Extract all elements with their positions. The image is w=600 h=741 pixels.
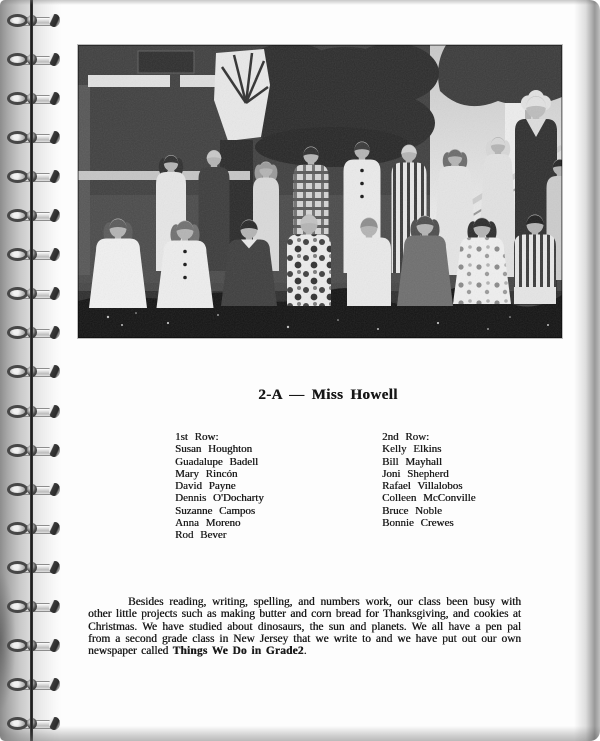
roster-column-2 xyxy=(382,431,476,529)
student-name: Suzanne Campos xyxy=(175,504,256,517)
page-edge-top xyxy=(0,0,600,5)
binding-ring xyxy=(7,91,60,106)
page-edge-bottom xyxy=(0,726,600,741)
student-name: Dennis O'Docharty xyxy=(175,492,264,505)
binding-ring xyxy=(7,286,60,301)
binding-ring xyxy=(7,208,60,223)
class-description xyxy=(88,596,521,657)
binding-ring xyxy=(7,247,60,262)
student-name: David Payne xyxy=(175,480,236,493)
student-name: Rod Bever xyxy=(175,529,227,542)
newspaper-title: Things We Do in Grade2 xyxy=(172,645,304,658)
student-name: Anna Moreno xyxy=(175,517,241,530)
student-name: Guadalupe Badell xyxy=(175,455,259,468)
binding-ring xyxy=(7,560,60,575)
class-photo xyxy=(78,45,562,338)
binding-ring xyxy=(7,404,60,419)
binding-ring xyxy=(7,325,60,340)
binding-ring xyxy=(7,599,60,614)
spiral-binding xyxy=(0,0,62,741)
roster-list-2 xyxy=(382,443,476,529)
binding-ring xyxy=(7,638,60,653)
binding-ring xyxy=(7,521,60,536)
student-name: Kelly Elkins xyxy=(382,443,442,456)
binding-ring xyxy=(7,130,60,145)
binding-ring xyxy=(7,13,60,28)
student-name: Bill Mayhall xyxy=(382,455,442,468)
description-period: . xyxy=(303,645,307,658)
binding-ring xyxy=(7,716,60,731)
binding-ring xyxy=(7,169,60,184)
class-photo-illustration xyxy=(78,45,562,338)
student-name: Mary Rincón xyxy=(175,467,238,480)
student-name: Bonnie Crewes xyxy=(382,517,454,530)
binding-ring xyxy=(7,52,60,67)
student-name: Bruce Noble xyxy=(382,504,442,517)
description-text: Besides reading, writing, spelling, and numbers work, our class been busy with other little projects such as making butter and corn bread for Thanksgiving, and cookies at Christmas. We have studied about dinosaurs, the sun and planets. We all have a pen pal from a second grade class in New Jersey that we write to and we have put out our own newspaper called xyxy=(88,596,521,658)
binding-spine-line xyxy=(30,0,33,741)
binding-ring xyxy=(7,482,60,497)
binding-ring xyxy=(7,364,60,379)
roster-column-1 xyxy=(175,431,264,542)
page-edge-right xyxy=(574,0,600,741)
roster-header-2: 2nd Row: xyxy=(382,431,430,443)
student-name: Joni Shepherd xyxy=(382,467,449,480)
student-name: Rafael Villalobos xyxy=(382,480,463,493)
roster-list-1 xyxy=(175,443,264,541)
roster-header-1: 1st Row: xyxy=(175,431,219,443)
page-title: 2-A — Miss Howell xyxy=(258,387,398,403)
student-name: Colleen McConville xyxy=(382,492,476,505)
student-name: Susan Houghton xyxy=(175,443,253,456)
binding-ring xyxy=(7,677,60,692)
binding-ring xyxy=(7,443,60,458)
